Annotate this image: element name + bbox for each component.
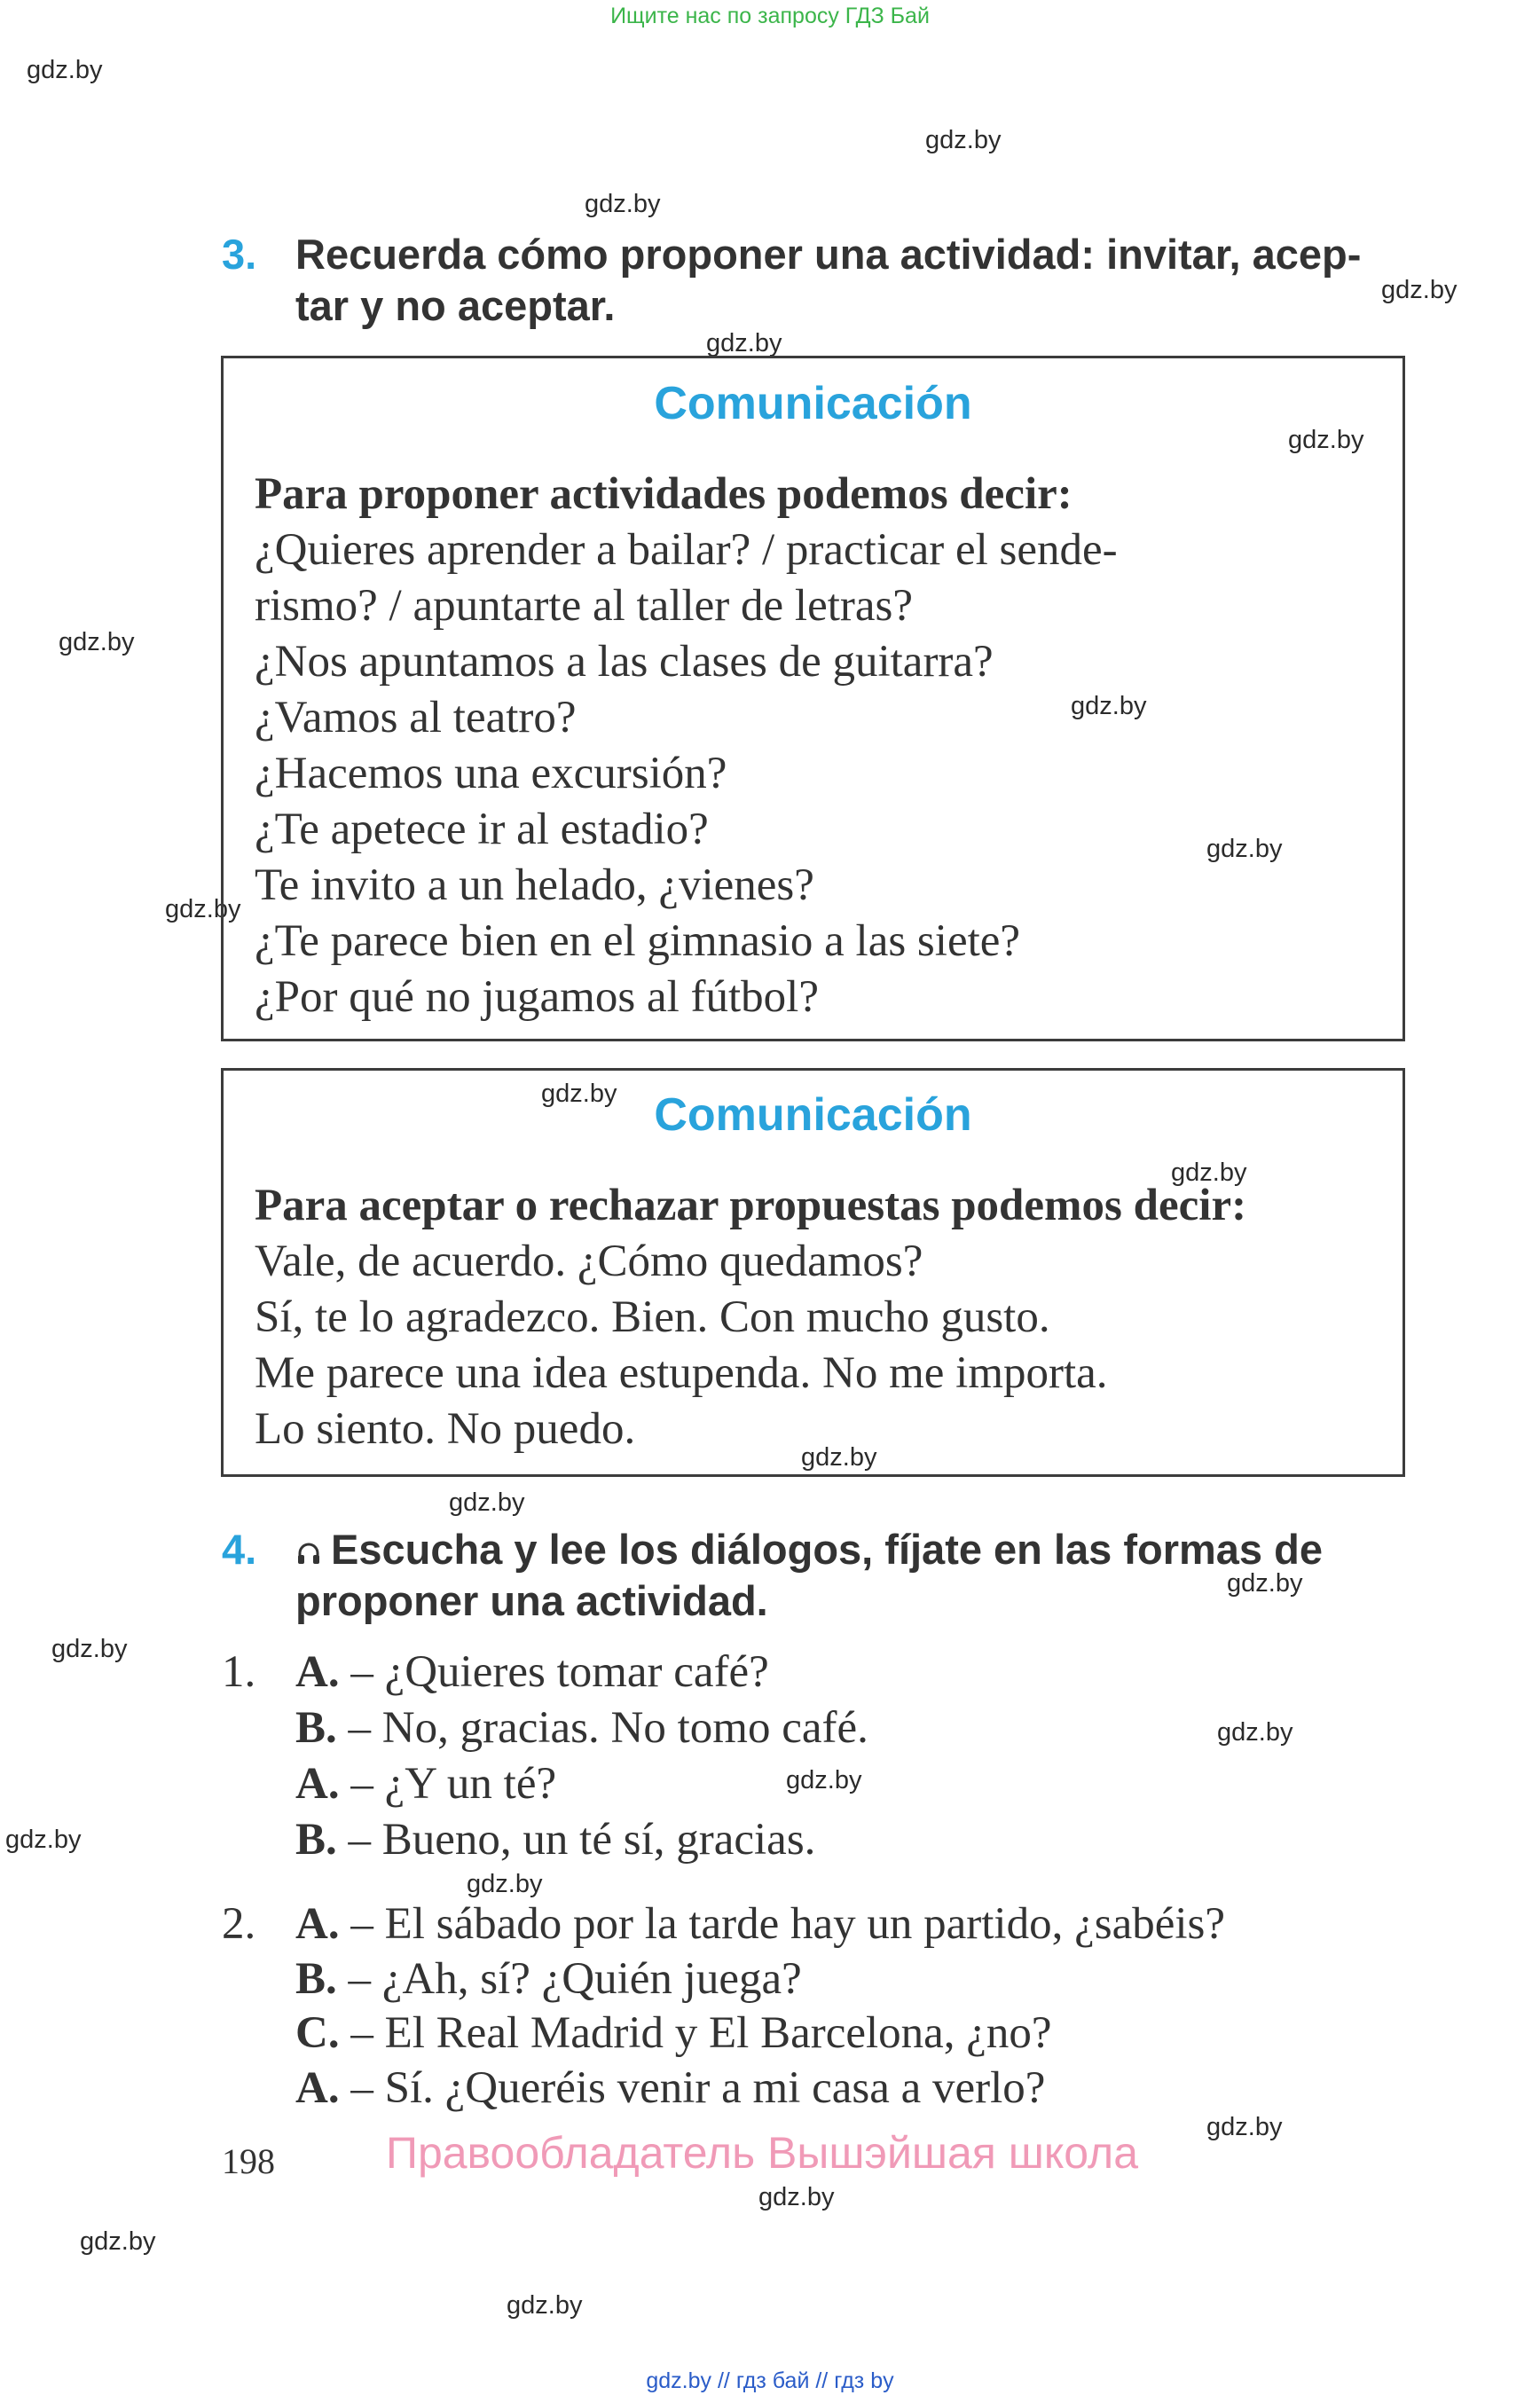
- box-line: ¿Te apetece ir al estadio?: [255, 805, 709, 854]
- box-line: ¿Vamos al teatro?: [255, 693, 577, 742]
- box-line: Me parece una idea estupenda. No me importa.: [255, 1348, 1108, 1398]
- watermark: gdz.by: [1206, 2113, 1283, 2141]
- speaker: A.: [295, 1647, 340, 1697]
- watermark: gdz.by: [1171, 1158, 1247, 1187]
- watermark: gdz.by: [27, 56, 103, 84]
- utterance: – El sábado por la tarde hay un partido, ¿sabéis?: [339, 1899, 1226, 1949]
- utterance: – Sí. ¿Queréis venir a mi casa a verlo?: [339, 2063, 1046, 2113]
- speaker: B.: [295, 1703, 337, 1753]
- watermark: gdz.by: [1071, 692, 1147, 720]
- watermark: gdz.by: [5, 1826, 82, 1854]
- watermark: gdz.by: [449, 1488, 525, 1517]
- utterance: – ¿Ah, sí? ¿Quién juega?: [336, 1954, 802, 2004]
- watermark: gdz.by: [585, 190, 661, 218]
- speaker: C.: [295, 2008, 340, 2058]
- dialogue-line: [295, 1953, 802, 2005]
- box-line: Vale, de acuerdo. ¿Cómo quedamos?: [255, 1237, 923, 1286]
- utterance: – Bueno, un té sí, gracias.: [336, 1815, 816, 1865]
- task-line: [295, 1524, 1415, 1575]
- watermark: gdz.by: [925, 126, 1002, 154]
- watermark: gdz.by: [541, 1080, 617, 1108]
- page-number: 198: [222, 2141, 275, 2181]
- box-title: Comunicación: [654, 378, 972, 429]
- utterance: – El Real Madrid y El Barcelona, ¿no?: [339, 2008, 1052, 2058]
- box-title: Comunicación: [654, 1089, 972, 1141]
- task-line-text: Escucha y lee los diálogos, fíjate en las formas de: [331, 1526, 1323, 1573]
- speaker: A.: [295, 1899, 340, 1949]
- headphones-icon: [295, 1540, 322, 1567]
- box-line: ¿Quieres aprender a bailar? / practicar el sende-: [255, 525, 1118, 575]
- task-4: [222, 1524, 1415, 1627]
- watermark: gdz.by: [51, 1635, 128, 1663]
- watermark: gdz.by: [1381, 276, 1458, 304]
- speaker: A.: [295, 1759, 340, 1809]
- box-line: ¿Te parece bien en el gimnasio a las siete?: [255, 916, 1021, 966]
- box-line: Lo siento. No puedo.: [255, 1404, 636, 1454]
- speaker: B.: [295, 1954, 337, 2004]
- copyright-notice: Правообладатель Вышэйшая школа: [386, 2128, 1138, 2178]
- watermark: gdz.by: [80, 2227, 156, 2256]
- dialogue-line: [295, 1898, 1225, 1950]
- box-line: Sí, te lo agradezco. Bien. Con mucho gusto.: [255, 1292, 1050, 1342]
- speaker: A.: [295, 2063, 340, 2113]
- box-line: Te invito a un helado, ¿vienes?: [255, 860, 814, 910]
- utterance: – ¿Y un té?: [339, 1759, 557, 1809]
- top-banner: Ищите нас по запросу ГДЗ Бай: [610, 4, 930, 28]
- watermark: gdz.by: [1217, 1718, 1293, 1747]
- watermark: gdz.by: [786, 1766, 862, 1794]
- watermark: gdz.by: [467, 1870, 543, 1898]
- task-number: 4.: [222, 1526, 257, 1573]
- watermark: gdz.by: [1206, 835, 1283, 863]
- box-line: ¿Hacemos una excursión?: [255, 749, 727, 798]
- communication-box-propose: [221, 356, 1405, 1041]
- dialogue-line: [295, 2007, 1052, 2059]
- task-line: proponer una actividad.: [295, 1577, 768, 1624]
- speaker: B.: [295, 1815, 337, 1865]
- box-line: ¿Por qué no jugamos al fútbol?: [255, 972, 819, 1022]
- communication-box-accept: [221, 1068, 1405, 1477]
- watermark: gdz.by: [1288, 426, 1364, 454]
- utterance: – No, gracias. No tomo café.: [336, 1703, 868, 1753]
- task-line: Recuerda cómo proponer una actividad: invitar, acep-: [295, 231, 1362, 278]
- dialogue-number: 2.: [222, 1899, 256, 1949]
- watermark: gdz.by: [1227, 1569, 1303, 1598]
- box-heading: Para proponer actividades podemos decir:: [255, 469, 1072, 519]
- box-line: ¿Nos apuntamos a las clases de guitarra?: [255, 637, 994, 687]
- dialogue-line: [295, 1702, 868, 1754]
- dialogue-line: [295, 1646, 769, 1698]
- dialogue-line: [295, 1814, 815, 1865]
- task-number: 3.: [222, 231, 257, 278]
- box-line: rismo? / apuntarte al taller de letras?: [255, 581, 913, 631]
- dialogue-line: [295, 2062, 1045, 2114]
- watermark: gdz.by: [59, 628, 135, 656]
- watermark: gdz.by: [507, 2291, 583, 2320]
- watermark: gdz.by: [706, 329, 782, 357]
- watermark: gdz.by: [165, 895, 241, 923]
- utterance: – ¿Quieres tomar café?: [339, 1647, 769, 1697]
- box-heading: Para aceptar o rechazar propuestas podemos decir:: [255, 1181, 1247, 1230]
- watermark: gdz.by: [758, 2183, 835, 2211]
- dialogue-line: [295, 1758, 556, 1810]
- task-line: tar y no aceptar.: [295, 282, 616, 329]
- dialogue-number: 1.: [222, 1647, 256, 1697]
- footer-links: gdz.by // гдз бай // гдз by: [646, 2368, 894, 2393]
- watermark: gdz.by: [801, 1443, 877, 1472]
- task-3: [222, 229, 1415, 332]
